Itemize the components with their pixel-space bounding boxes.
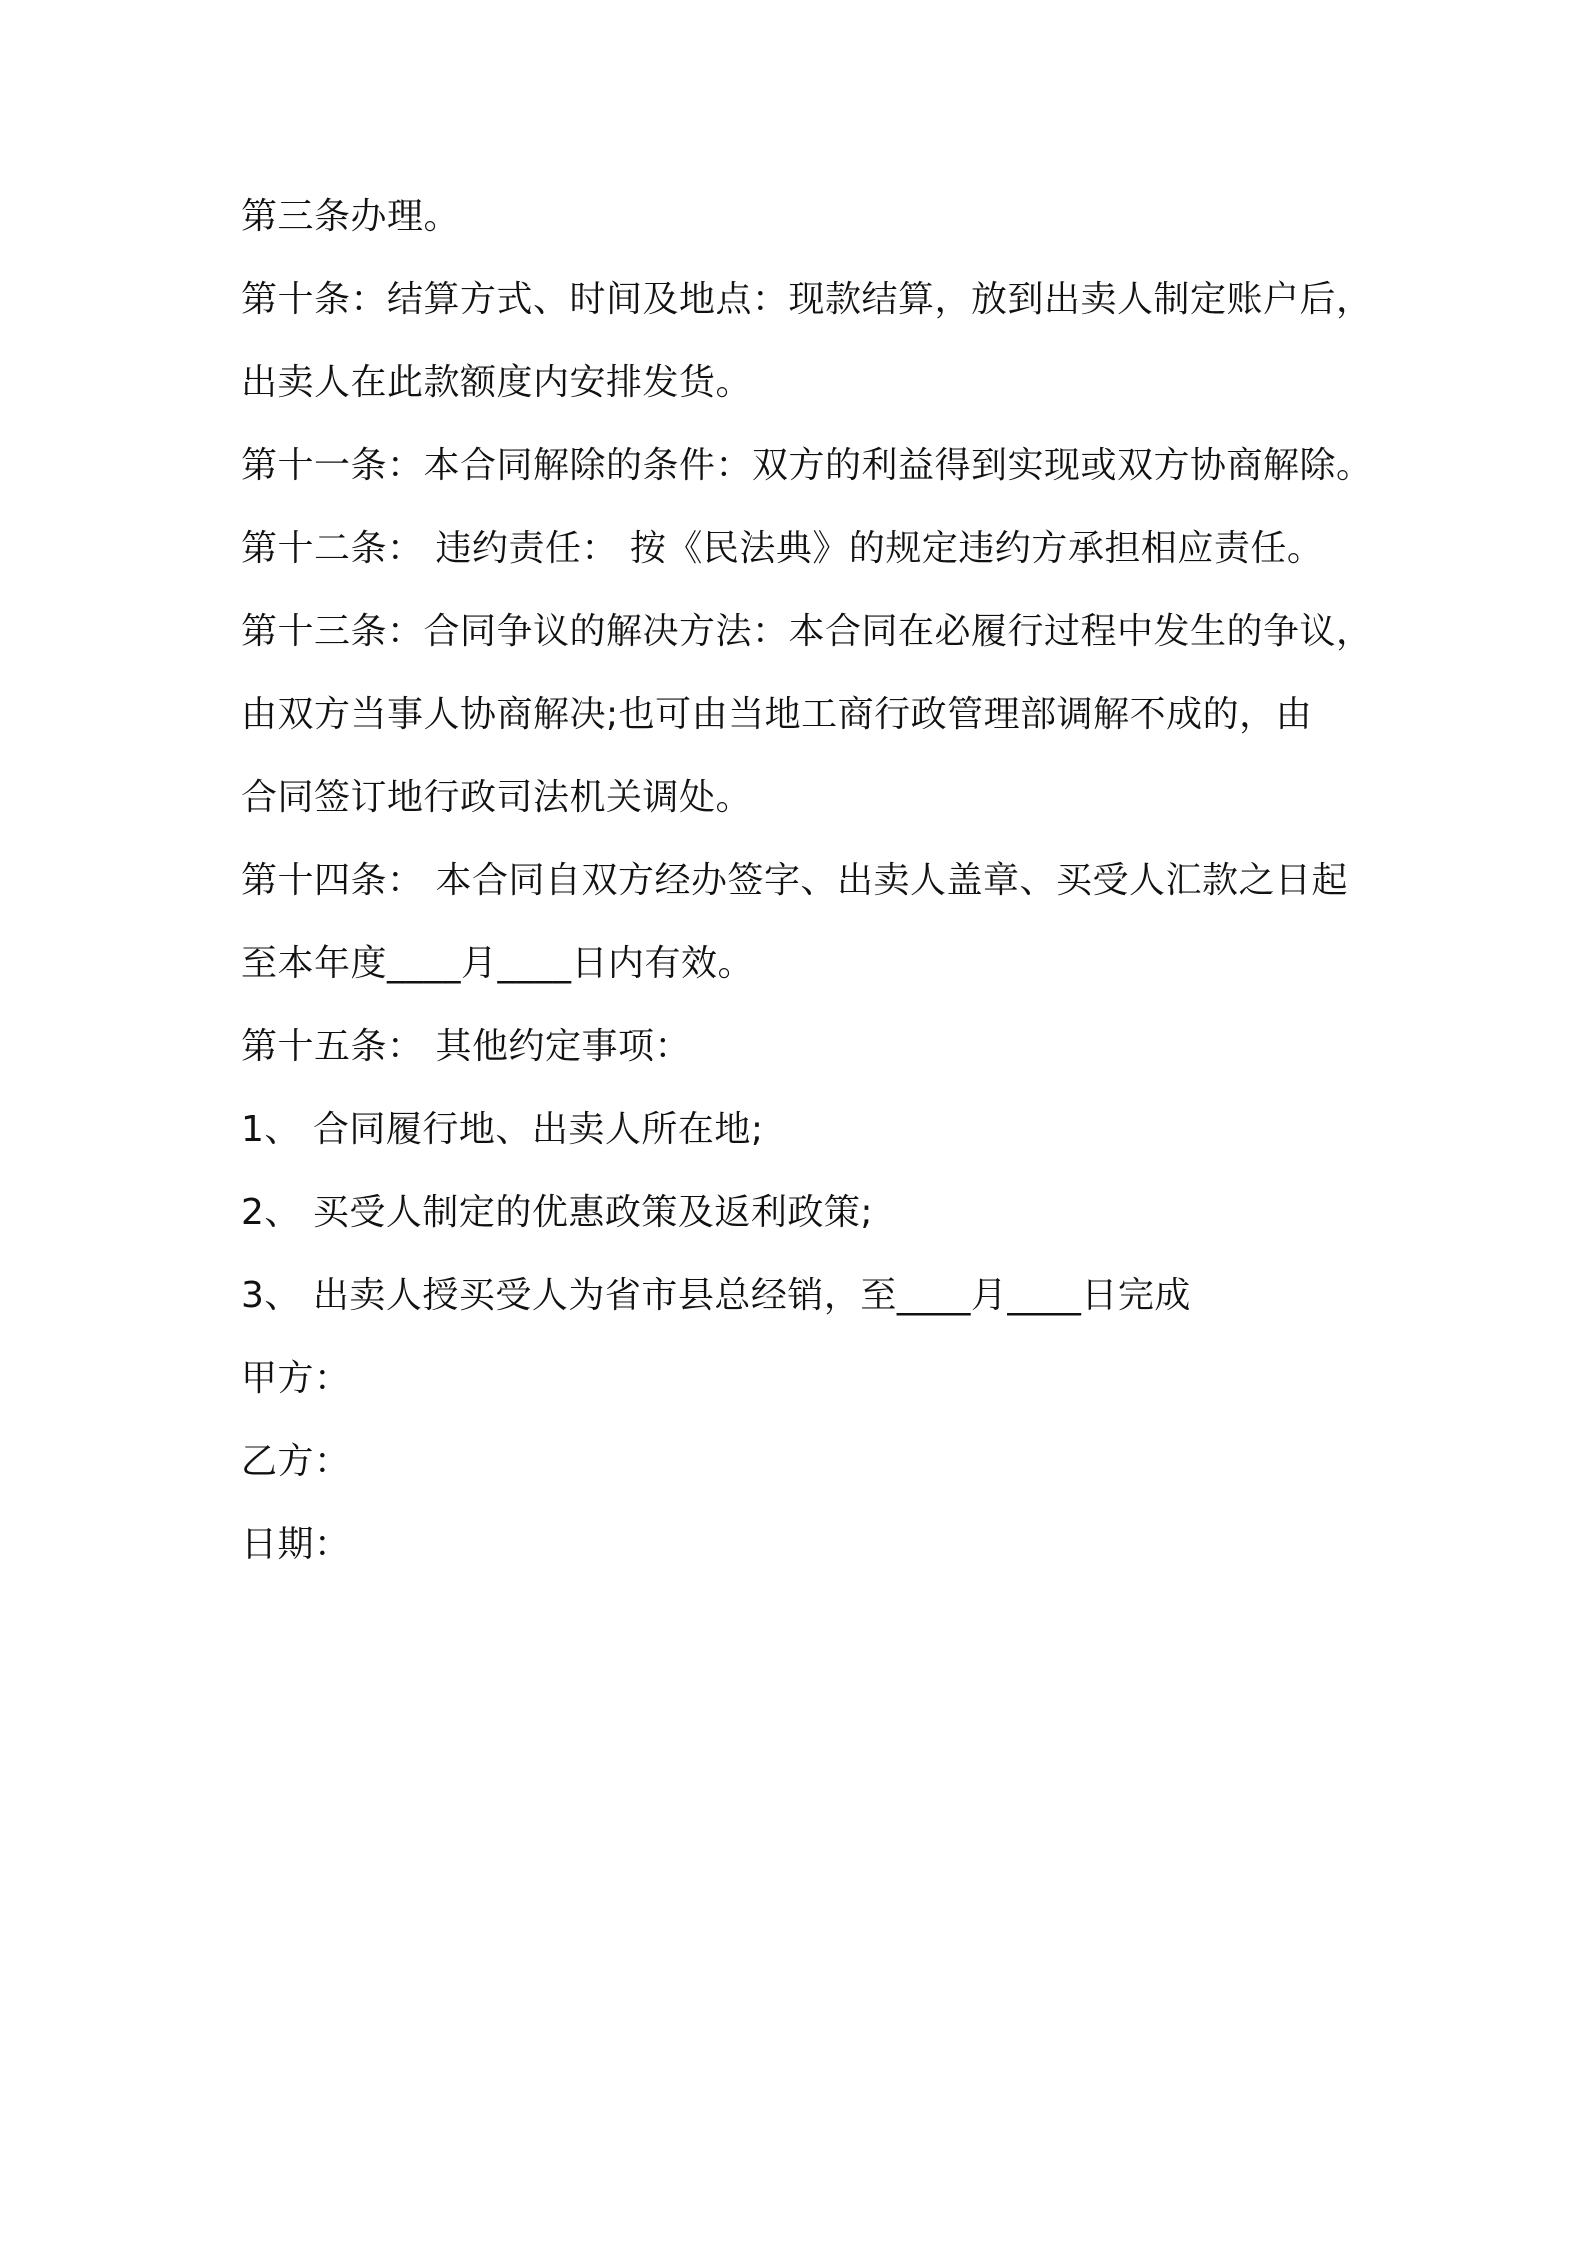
clause-15-item-2: 2、 买受人制定的优惠政策及返利政策; (241, 1192, 873, 1233)
clause-12: 第十二条： 违约责任： 按《民法典》的规定违约方承担相应责任。 (241, 528, 1324, 569)
clause-10-line-2: 出卖人在此款额度内安排发货。 (241, 362, 753, 403)
clause-14-line-1: 第十四条： 本合同自双方经办签字、出卖人盖章、买受人汇款之日起 (241, 860, 1348, 901)
clause-3-end: 第三条办理。 (241, 196, 461, 237)
clause-13-line-3: 合同签订地行政司法机关调处。 (241, 777, 753, 818)
clause-10-line-1: 第十条：结算方式、时间及地点：现款结算，放到出卖人制定账户后， (241, 279, 1373, 320)
clause-11: 第十一条：本合同解除的条件：双方的利益得到实现或双方协商解除。 (241, 445, 1373, 486)
clause-13-line-2: 由双方当事人协商解决;也可由当地工商行政管理部调解不成的，由 (241, 694, 1313, 735)
clause-14-line-2: 至本年度____月____日内有效。 (241, 943, 755, 984)
clause-13-line-1: 第十三条：合同争议的解决方法：本合同在必履行过程中发生的争议， (241, 611, 1373, 652)
clause-15-heading: 第十五条： 其他约定事项： (241, 1026, 691, 1067)
clause-15-item-3: 3、 出卖人授买受人为省市县总经销，至____月____日完成 (241, 1275, 1191, 1316)
party-a-label: 甲方： (241, 1358, 351, 1399)
document-body (241, 196, 1373, 1607)
clause-15-item-1: 1、 合同履行地、出卖人所在地; (241, 1109, 764, 1150)
party-b-label: 乙方： (241, 1441, 351, 1482)
date-label: 日期： (241, 1524, 351, 1565)
